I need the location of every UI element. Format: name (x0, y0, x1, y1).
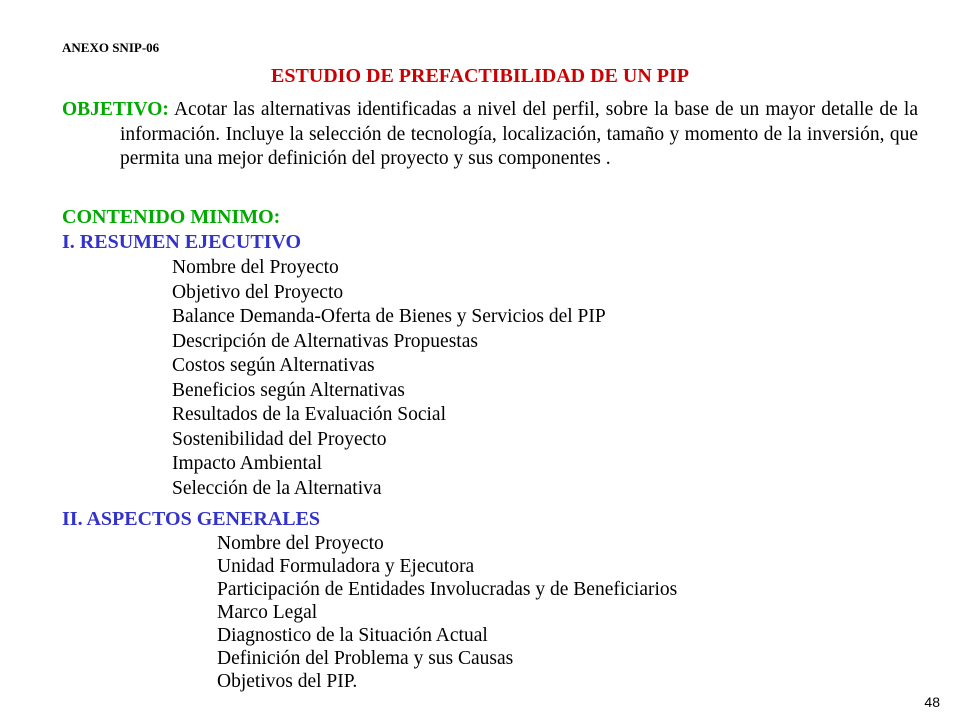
contenido-heading: CONTENIDO MINIMO: (62, 206, 281, 228)
list-item: Beneficios según Alternativas (172, 379, 405, 401)
section1-list (172, 256, 606, 501)
list-item: Definición del Problema y sus Causas (217, 648, 514, 669)
page-title: ESTUDIO DE PREFACTIBILIDAD DE UN PIP (270, 65, 690, 87)
list-item: Resultados de la Evaluación Social (172, 404, 447, 425)
list-item: Nombre del Proyecto (217, 533, 384, 554)
objective-text: Acotar las alternativas identificadas a nivel del perfil, sobre la base de un mayor detalle de la información. Incluye la selección de tecnología, localización, tamaño y momento de la inversión, que permita una mejor definición del proyecto y sus componentes . (120, 99, 918, 169)
section2-list (217, 532, 677, 693)
list-item: Objetivo del Proyecto (172, 281, 344, 303)
list-item: Selección de la Alternativa (172, 477, 382, 499)
list-item: Sostenibilidad del Proyecto (172, 428, 387, 450)
annex-label: ANEXO SNIP-06 (62, 40, 160, 55)
list-item: Unidad Formuladora y Ejecutora (217, 556, 475, 577)
objective-label: OBJETIVO: (62, 99, 169, 120)
list-item: Descripción de Alternativas Propuestas (172, 330, 478, 352)
list-item: Costos según Alternativas (172, 355, 375, 376)
list-item: Objetivos del PIP. (217, 671, 358, 692)
list-item: Impacto Ambiental (172, 453, 323, 474)
list-item: Marco Legal (217, 602, 318, 623)
section2-heading: II. ASPECTOS GENERALES (62, 508, 321, 530)
list-item: Nombre del Proyecto (172, 257, 339, 278)
objective-paragraph (62, 98, 918, 172)
section1-heading: I. RESUMEN EJECUTIVO (62, 231, 302, 253)
list-item: Balance Demanda-Oferta de Bienes y Servicios del PIP (172, 306, 606, 327)
list-item: Diagnostico de la Situación Actual (217, 625, 488, 646)
list-item: Participación de Entidades Involucradas y de Beneficiarios (217, 579, 678, 600)
page-number: 48 (924, 694, 940, 710)
